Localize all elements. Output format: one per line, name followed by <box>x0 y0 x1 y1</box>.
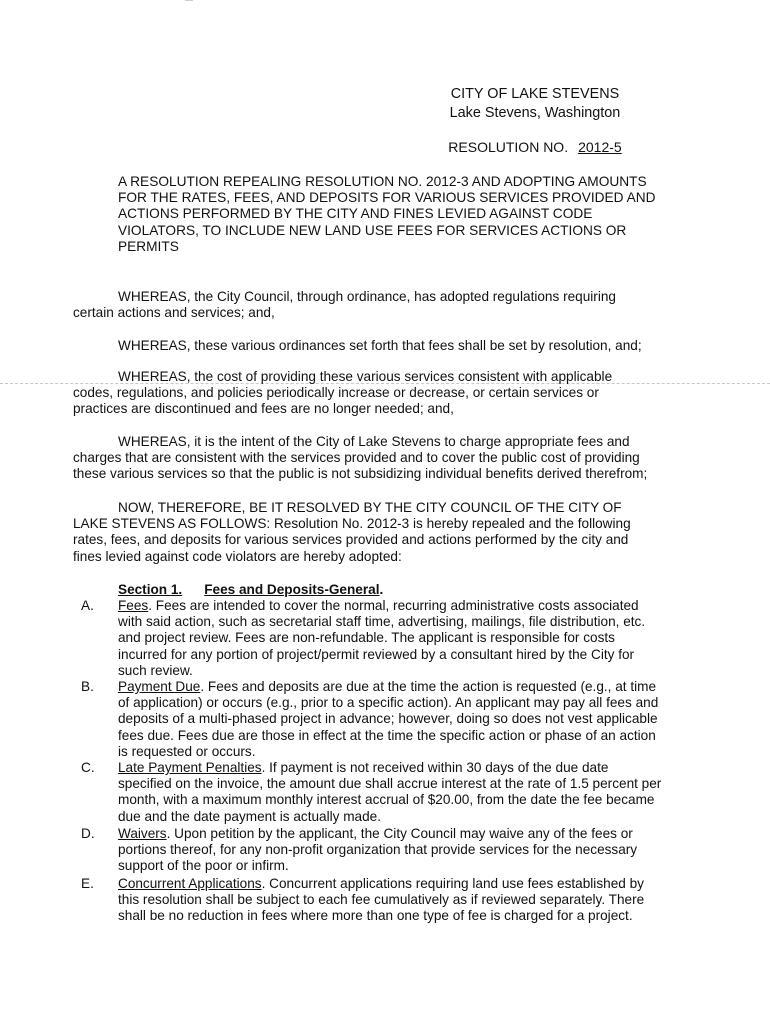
resolution-number-line <box>150 139 770 155</box>
whereas-text: WHEREAS, the cost of providing these various services consistent with applicable codes, regulations, and policies periodically increase or decrease, or certain services or practices are discontinued and fees are no longer needed; and, <box>73 369 613 417</box>
whereas-text: WHEREAS, the City Council, through ordinance, has adopted regulations requiring certain actions and services; and, <box>73 289 616 321</box>
item-text: . Upon petition by the applicant, the City Council may waive any of the fees or portions thereof, for any non-profit organization that provide services for the necessary support of the poor or infirm. <box>118 826 638 874</box>
item-heading: Payment Due <box>118 679 201 694</box>
resolved-text: NOW, THEREFORE, BE IT RESOLVED BY THE CITY COUNCIL OF THE CITY OF LAKE STEVENS AS FOLLOWS: Resolution No. 2012-3 is hereby repealed and the following rates, fees, and deposits for various services provided and actions performed by the city and fines levied against code violators are hereby adopted: <box>73 500 631 564</box>
whereas-paragraph-1 <box>73 289 653 321</box>
item-letter: A. <box>81 598 94 613</box>
city-name: CITY OF LAKE STEVENS <box>450 86 620 102</box>
item-letter: D. <box>81 826 95 841</box>
section-heading: Section 1. Fees and Deposits-General. <box>118 582 384 597</box>
whereas-paragraph-3 <box>73 369 653 418</box>
item-heading: Late Payment Penalties <box>118 760 262 775</box>
resolution-abstract: A RESOLUTION REPEALING RESOLUTION NO. 2012-3 AND ADOPTING AMOUNTS FOR THE RATES, FEES, AND DEPOSITS FOR VARIOUS SERVICES PROVIDED AND ACTIONS PERFORMED BY THE CITY AND FINES LEVIED AGAINST CODE VIOLATORS, TO INCLUDE NEW LAND USE FEES FOR SERVICES ACTIONS OR PERMITS <box>118 174 656 254</box>
item-letter: E. <box>81 876 94 891</box>
whereas-paragraph-2 <box>73 338 653 354</box>
scan-mark <box>185 0 193 1</box>
section-title: Fees and Deposits-General <box>204 582 380 597</box>
resolution-number: 2012-5 <box>578 139 622 155</box>
whereas-paragraph-4 <box>73 434 653 483</box>
item-letter: B. <box>81 679 94 694</box>
item-text: . Fees are intended to cover the normal, recurring administrative costs associated with said action, such as secretarial staff time, advertising, mailings, file distribution, etc. and project review. Fees are non-refundable. The applicant is responsible for costs incurred for any portion of project/permit reviewed by a consultant hired by the City for such review. <box>118 598 646 678</box>
section-number: Section 1. <box>118 582 183 597</box>
resolved-paragraph <box>73 500 653 565</box>
city-location: Lake Stevens, Washington <box>449 105 621 121</box>
item-text: . Fees and deposits are due at the time the action is requested (e.g., at time of application) or occurs (e.g., prior to a specific action). An applicant may pay all fees and deposits of a multi-phased project in advance; however, doing so does not vest applicable fees due. Fees due are those in effect at the time the specific action or phase of an action is requested or occurs. <box>118 679 659 759</box>
item-text: . Concurrent applications requiring land use fees established by this resolution shall be subject to each fee cumulatively as if reviewed separately. There shall be no reduction in fees where more than one type of fee is charged for a project. <box>118 876 645 924</box>
item-letter: C. <box>81 760 95 775</box>
whereas-text: WHEREAS, it is the intent of the City of Lake Stevens to charge appropriate fees and charges that are consistent with the services provided and to cover the public cost of providing these various services so that the public is not subsidizing individual benefits derived therefrom; <box>73 434 648 482</box>
whereas-text: WHEREAS, these various ordinances set forth that fees shall be set by resolution, and; <box>118 338 642 353</box>
item-heading: Fees <box>118 598 149 613</box>
resolution-label: RESOLUTION NO. <box>448 139 569 155</box>
item-heading: Waivers <box>118 826 167 841</box>
item-text: . If payment is not received within 30 days of the due date specified on the invoice, the amount due shall accrue interest at the rate of 1.5 percent per month, with a maximum monthly interest accrual of $20.00, from the date the fee became due and the date payment is actually made. <box>118 760 662 824</box>
item-heading: Concurrent Applications <box>118 876 262 891</box>
